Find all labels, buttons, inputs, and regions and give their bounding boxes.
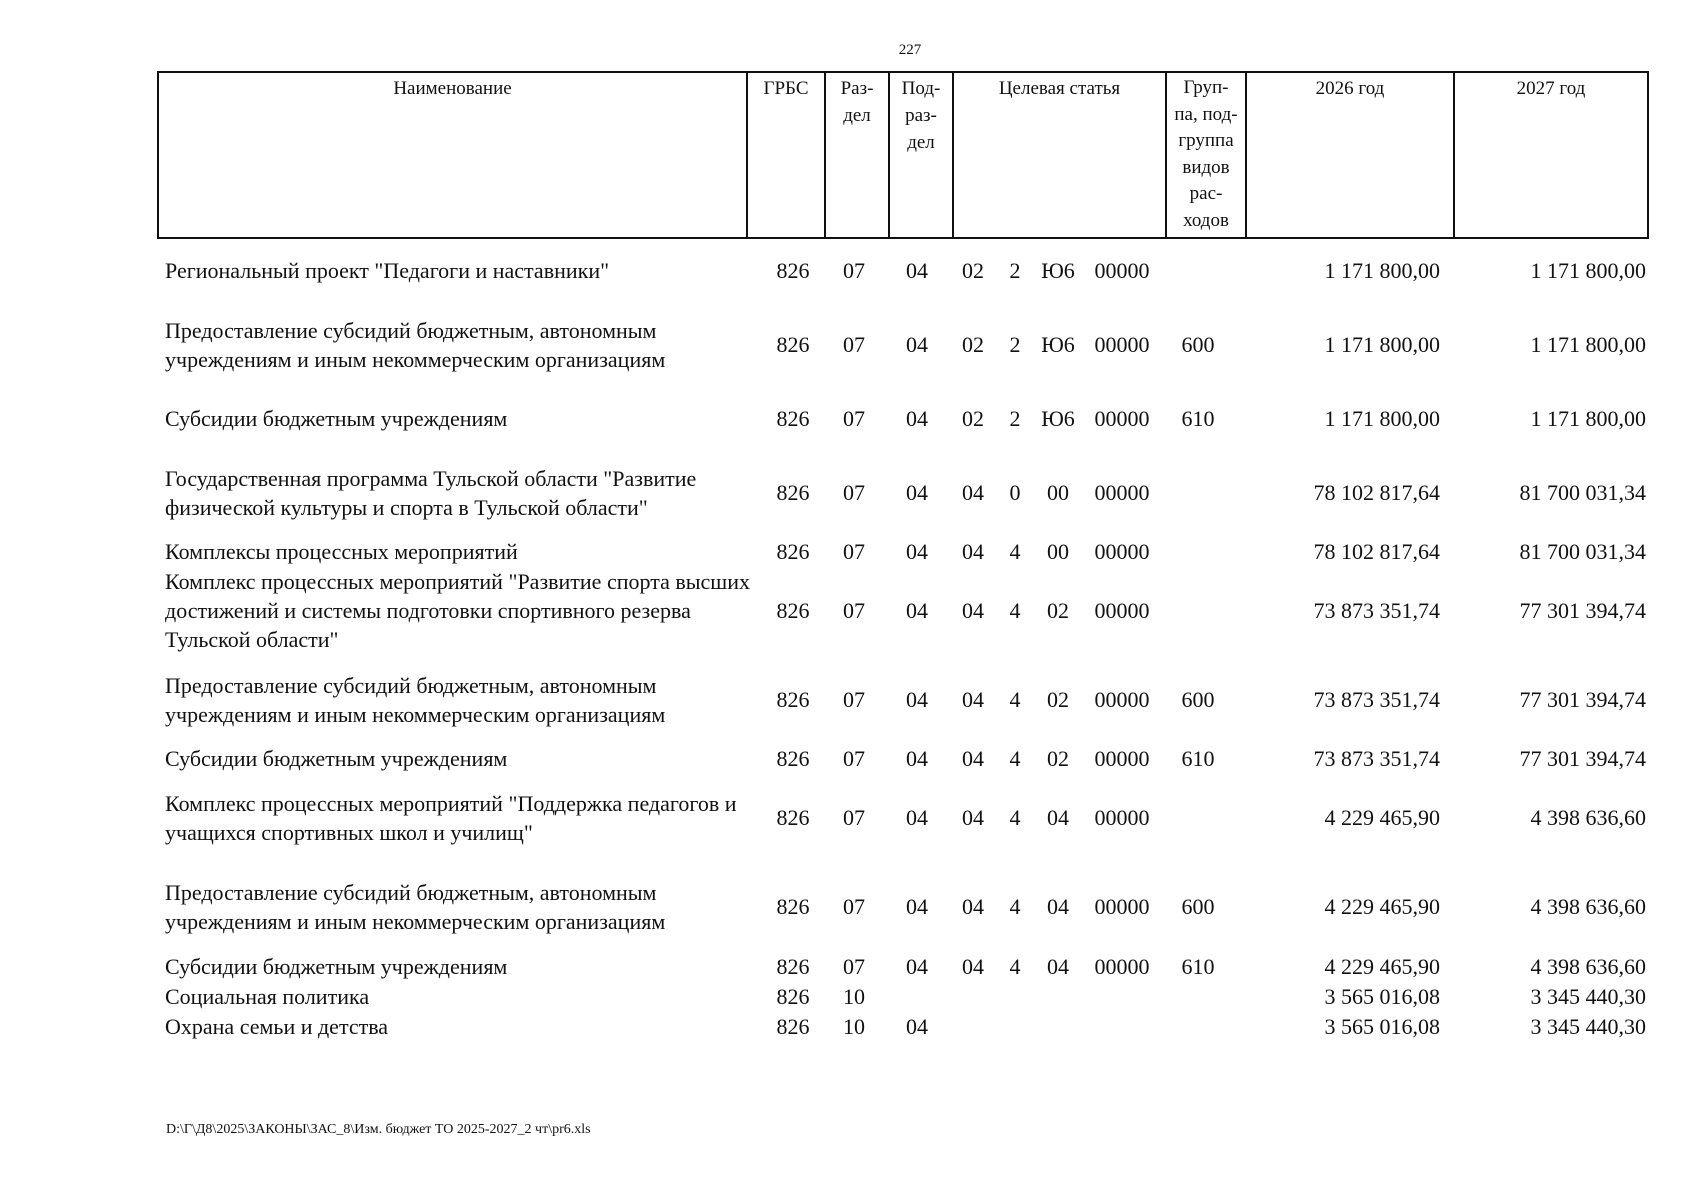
row-target-type: 2 — [1009, 332, 1021, 357]
row-target-type: 2 — [1009, 258, 1021, 283]
row-name: Субсидии бюджетным учреждениям — [165, 954, 508, 979]
row-grbs: 826 — [776, 598, 810, 623]
row-podrazdel: 04 — [906, 258, 928, 283]
row-target-type: 4 — [1009, 598, 1021, 623]
row-razdel: 07 — [843, 687, 865, 712]
row-amount-2026: 73 873 351,74 — [1313, 746, 1440, 771]
row-podrazdel: 04 — [906, 894, 928, 919]
row-amount-2027: 1 171 800,00 — [1530, 258, 1646, 283]
header-target-article: Целевая статья — [998, 78, 1121, 99]
row-grbs: 826 — [776, 984, 810, 1009]
row-amount-2026: 3 565 016,08 — [1324, 984, 1440, 1009]
row-podrazdel: 04 — [906, 598, 928, 623]
row-amount-2026: 4 229 465,90 — [1324, 805, 1440, 830]
row-target-program: 04 — [962, 687, 984, 712]
row-amount-2026: 73 873 351,74 — [1313, 687, 1440, 712]
row-amount-2026: 4 229 465,90 — [1324, 894, 1440, 919]
row-amount-2027: 4 398 636,60 — [1530, 894, 1646, 919]
row-target-structure: 04 — [1047, 805, 1069, 830]
row-target-direction: 00000 — [1094, 954, 1150, 979]
row-target-structure: 02 — [1047, 687, 1069, 712]
row-razdel: 07 — [843, 480, 865, 505]
file-path-footer: D:\Г\Д8\2025\ЗАКОНЫ\ЗАС_8\Изм. бюджет ТО 2025-2027_2 чт\pr6.xls — [166, 1122, 591, 1137]
row-amount-2027: 3 345 440,30 — [1530, 1014, 1646, 1039]
row-name: Социальная политика — [165, 984, 370, 1009]
row-target-type: 4 — [1009, 687, 1021, 712]
row-target-type: 0 — [1009, 480, 1021, 505]
row-amount-2026: 3 565 016,08 — [1324, 1014, 1440, 1039]
row-expense-group: 600 — [1181, 894, 1215, 919]
row-target-type: 4 — [1009, 539, 1021, 564]
row-razdel: 07 — [843, 258, 865, 283]
row-expense-group: 610 — [1181, 746, 1215, 771]
row-target-type: 4 — [1009, 805, 1021, 830]
row-target-structure: 00 — [1047, 480, 1069, 505]
row-name: Региональный проект "Педагоги и наставники" — [165, 258, 610, 283]
row-target-program: 04 — [962, 598, 984, 623]
row-grbs: 826 — [776, 332, 810, 357]
row-target-structure: 00 — [1047, 539, 1069, 564]
row-amount-2026: 1 171 800,00 — [1324, 332, 1440, 357]
row-name: Комплексы процессных мероприятий — [165, 539, 518, 564]
row-podrazdel: 04 — [906, 539, 928, 564]
row-amount-2027: 1 171 800,00 — [1530, 406, 1646, 431]
row-target-direction: 00000 — [1094, 894, 1150, 919]
row-amount-2027: 77 301 394,74 — [1519, 598, 1646, 623]
row-amount-2027: 77 301 394,74 — [1519, 687, 1646, 712]
row-amount-2027: 4 398 636,60 — [1530, 954, 1646, 979]
row-amount-2027: 1 171 800,00 — [1530, 332, 1646, 357]
row-grbs: 826 — [776, 1014, 810, 1039]
row-target-program: 04 — [962, 954, 984, 979]
row-target-type: 4 — [1009, 746, 1021, 771]
row-target-direction: 00000 — [1094, 687, 1150, 712]
row-razdel: 07 — [843, 406, 865, 431]
row-target-type: 2 — [1009, 406, 1021, 431]
row-target-structure: 02 — [1047, 746, 1069, 771]
row-razdel: 07 — [843, 746, 865, 771]
row-podrazdel: 04 — [906, 954, 928, 979]
row-target-direction: 00000 — [1094, 406, 1150, 431]
row-amount-2026: 1 171 800,00 — [1324, 406, 1440, 431]
row-grbs: 826 — [776, 894, 810, 919]
row-name: Комплекс процессных мероприятий "Развитие спорта высших достижений и системы подготовки спортивного резерва Тульской области" — [165, 569, 750, 652]
row-podrazdel: 04 — [906, 746, 928, 771]
row-razdel: 07 — [843, 539, 865, 564]
row-target-program: 04 — [962, 894, 984, 919]
header-name: Наименование — [393, 78, 512, 99]
row-name: Субсидии бюджетным учреждениям — [165, 746, 508, 771]
row-target-direction: 00000 — [1094, 805, 1150, 830]
row-expense-group: 610 — [1181, 954, 1215, 979]
row-target-program: 04 — [962, 480, 984, 505]
row-target-program: 02 — [962, 406, 984, 431]
header-year-2027: 2027 год — [1516, 78, 1586, 99]
row-amount-2027: 81 700 031,34 — [1519, 539, 1646, 564]
row-name: Предоставление субсидий бюджетным, автономным учреждениям и иным некоммерческим организациям — [165, 880, 666, 934]
table-header — [157, 71, 1649, 239]
row-expense-group: 610 — [1181, 406, 1215, 431]
row-razdel: 07 — [843, 805, 865, 830]
header-year-2026: 2026 год — [1315, 78, 1385, 99]
row-grbs: 826 — [776, 805, 810, 830]
row-expense-group: 600 — [1181, 687, 1215, 712]
header-expense-group: Груп- па, под- группа видов рас- ходов — [1174, 77, 1238, 231]
row-grbs: 826 — [776, 746, 810, 771]
row-razdel: 10 — [843, 1014, 865, 1039]
row-name: Государственная программа Тульской области "Развитие физической культуры и спорта в Тульской области" — [165, 466, 697, 520]
row-target-type: 4 — [1009, 954, 1021, 979]
row-amount-2027: 77 301 394,74 — [1519, 746, 1646, 771]
row-razdel: 07 — [843, 598, 865, 623]
row-amount-2027: 81 700 031,34 — [1519, 480, 1646, 505]
row-razdel: 07 — [843, 954, 865, 979]
row-razdel: 10 — [843, 984, 865, 1009]
row-target-program: 02 — [962, 332, 984, 357]
header-razdel: Раз- дел — [840, 78, 874, 126]
row-target-program: 04 — [962, 805, 984, 830]
row-target-structure: Ю6 — [1041, 332, 1075, 357]
row-target-direction: 00000 — [1094, 539, 1150, 564]
row-target-program: 04 — [962, 539, 984, 564]
row-amount-2026: 1 171 800,00 — [1324, 258, 1440, 283]
row-amount-2027: 3 345 440,30 — [1530, 984, 1646, 1009]
row-expense-group: 600 — [1181, 332, 1215, 357]
row-name: Комплекс процессных мероприятий "Поддержка педагогов и учащихся спортивных школ и училищ" — [165, 791, 737, 845]
row-target-type: 4 — [1009, 894, 1021, 919]
row-amount-2027: 4 398 636,60 — [1530, 805, 1646, 830]
row-podrazdel: 04 — [906, 1014, 928, 1039]
row-amount-2026: 73 873 351,74 — [1313, 598, 1440, 623]
row-name: Охрана семьи и детства — [165, 1014, 389, 1039]
row-razdel: 07 — [843, 332, 865, 357]
row-podrazdel: 04 — [906, 332, 928, 357]
row-name: Предоставление субсидий бюджетным, автономным учреждениям и иным некоммерческим организациям — [165, 673, 666, 727]
row-grbs: 826 — [776, 954, 810, 979]
row-podrazdel: 04 — [906, 480, 928, 505]
row-name: Предоставление субсидий бюджетным, автономным учреждениям и иным некоммерческим организациям — [165, 318, 666, 372]
row-target-structure: 04 — [1047, 954, 1069, 979]
row-grbs: 826 — [776, 687, 810, 712]
row-grbs: 826 — [776, 480, 810, 505]
row-target-direction: 00000 — [1094, 746, 1150, 771]
row-podrazdel: 04 — [906, 805, 928, 830]
row-amount-2026: 78 102 817,64 — [1313, 539, 1440, 564]
row-target-program: 04 — [962, 746, 984, 771]
row-podrazdel: 04 — [906, 687, 928, 712]
row-target-structure: Ю6 — [1041, 406, 1075, 431]
row-target-direction: 00000 — [1094, 480, 1150, 505]
row-grbs: 826 — [776, 258, 810, 283]
header-grbs: ГРБС — [763, 78, 809, 99]
row-grbs: 826 — [776, 539, 810, 564]
row-target-direction: 00000 — [1094, 258, 1150, 283]
row-razdel: 07 — [843, 894, 865, 919]
row-target-direction: 00000 — [1094, 332, 1150, 357]
row-target-direction: 00000 — [1094, 598, 1150, 623]
row-target-structure: Ю6 — [1041, 258, 1075, 283]
row-amount-2026: 4 229 465,90 — [1324, 954, 1440, 979]
row-amount-2026: 78 102 817,64 — [1313, 480, 1440, 505]
row-target-structure: 04 — [1047, 894, 1069, 919]
header-podrazdel: Под- раз- дел — [901, 78, 941, 153]
row-name: Субсидии бюджетным учреждениям — [165, 406, 508, 431]
row-grbs: 826 — [776, 406, 810, 431]
page-number: 227 — [898, 42, 922, 58]
row-podrazdel: 04 — [906, 406, 928, 431]
row-target-program: 02 — [962, 258, 984, 283]
row-target-structure: 02 — [1047, 598, 1069, 623]
